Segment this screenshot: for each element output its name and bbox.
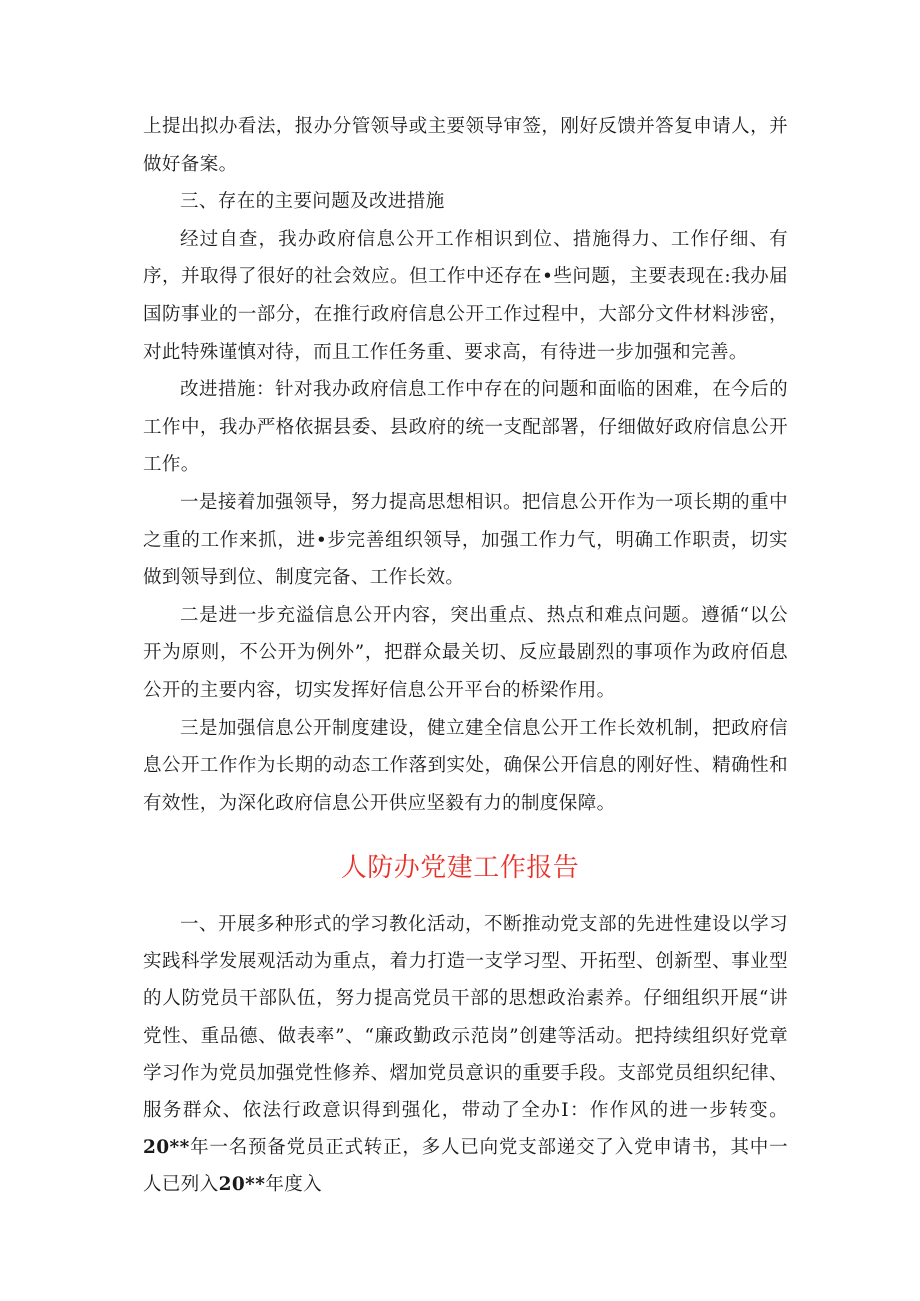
paragraph-study-mid: 年一名预备党员正式转正，多人已向党支部递交了入党申请书，其中一人已列入	[143, 1137, 788, 1196]
paragraph-improvement-measures: 改进措施：针对我办政府信息工作中存在的问题和面临的困难，在今后的工作中，我办严格依据县委、县政府的统一支配部署，仔细做好政府信息公开工作。	[143, 379, 788, 476]
paragraph-study-start: 一、开展多种形式的学习教化活动，不断推动党支部的先进性建设以学习实践科学发展观活动为重点，着力打造一支学习型、开拓型、创新型、事业型的人防党员干部队伍，努力提高党员干部的思想政治素养。仔细组织开展“讲党性、重品德、做表率”、“廉政勤政示范岗”创建等活动。把持续组织好党章学习作为党员加强党性修养、熠加党员意识的重要手段。支部党员组织纪律、服务群众、依法行政意识得到强化，带动了全办I：作作风的进一步转变。	[143, 914, 788, 1122]
paragraph-continuation: 上提出拟办看法，报办分管领导或主要领导审签，刚好反馈并答复申请人，并做好备案。	[143, 116, 788, 175]
paragraph-measure-three: 三是加强信息公开制度建设，健立建全信息公开工作长效机制，把政府信息公开工作作为长期的动态工作落到实处，确保公开信息的刚好性、精确性和有效性，为深化政府信息公开供应坚毅有力的制度保障。	[143, 717, 788, 814]
year-placeholder-two: 20**	[218, 1174, 266, 1196]
paragraph-measure-one: 一是接着加强领导，努力提高思想相识。把信息公开作为一项长期的重中之重的工作来抓，进•步完善组织领导，加强工作力气，明确工作职责，切实做到领导到位、制度完备、工作长效。	[143, 491, 788, 589]
paragraph-self-check: 经过自查，我办政府信息公开工作相识到位、措施得力、工作仔细、有序，并取得了很好的社会效应。但工作中还存在•些问题，主要表现在:我办届国防事业的一部分，在推行政府信息公开工作过程中，大部分文件材料涉密，对此特殊谨慎对待，而且工作任务重、要求高，有待进一步加强和完善。	[143, 228, 788, 363]
section-one-text	[143, 108, 788, 822]
paragraph-study-activities	[143, 906, 788, 1204]
document-title: 人防办党建工作报告	[340, 853, 580, 883]
section-two-text	[143, 906, 788, 1204]
year-placeholder-one: 20**	[143, 1137, 190, 1159]
paragraph-study-end: 年度入	[265, 1174, 323, 1196]
section-heading-problems: 三、存在的主要问题及改进措施	[180, 191, 445, 213]
paragraph-measure-two: 二是进一步充溢信息公开内容，突出重点、热点和难点问题。遵循“以公开为原则，不公开为例外”，把群众最关切、反应最剧烈的事项作为政府佰息公开的主要内容，切实发挥好信息公开平台的桥梁作用。	[143, 604, 788, 701]
